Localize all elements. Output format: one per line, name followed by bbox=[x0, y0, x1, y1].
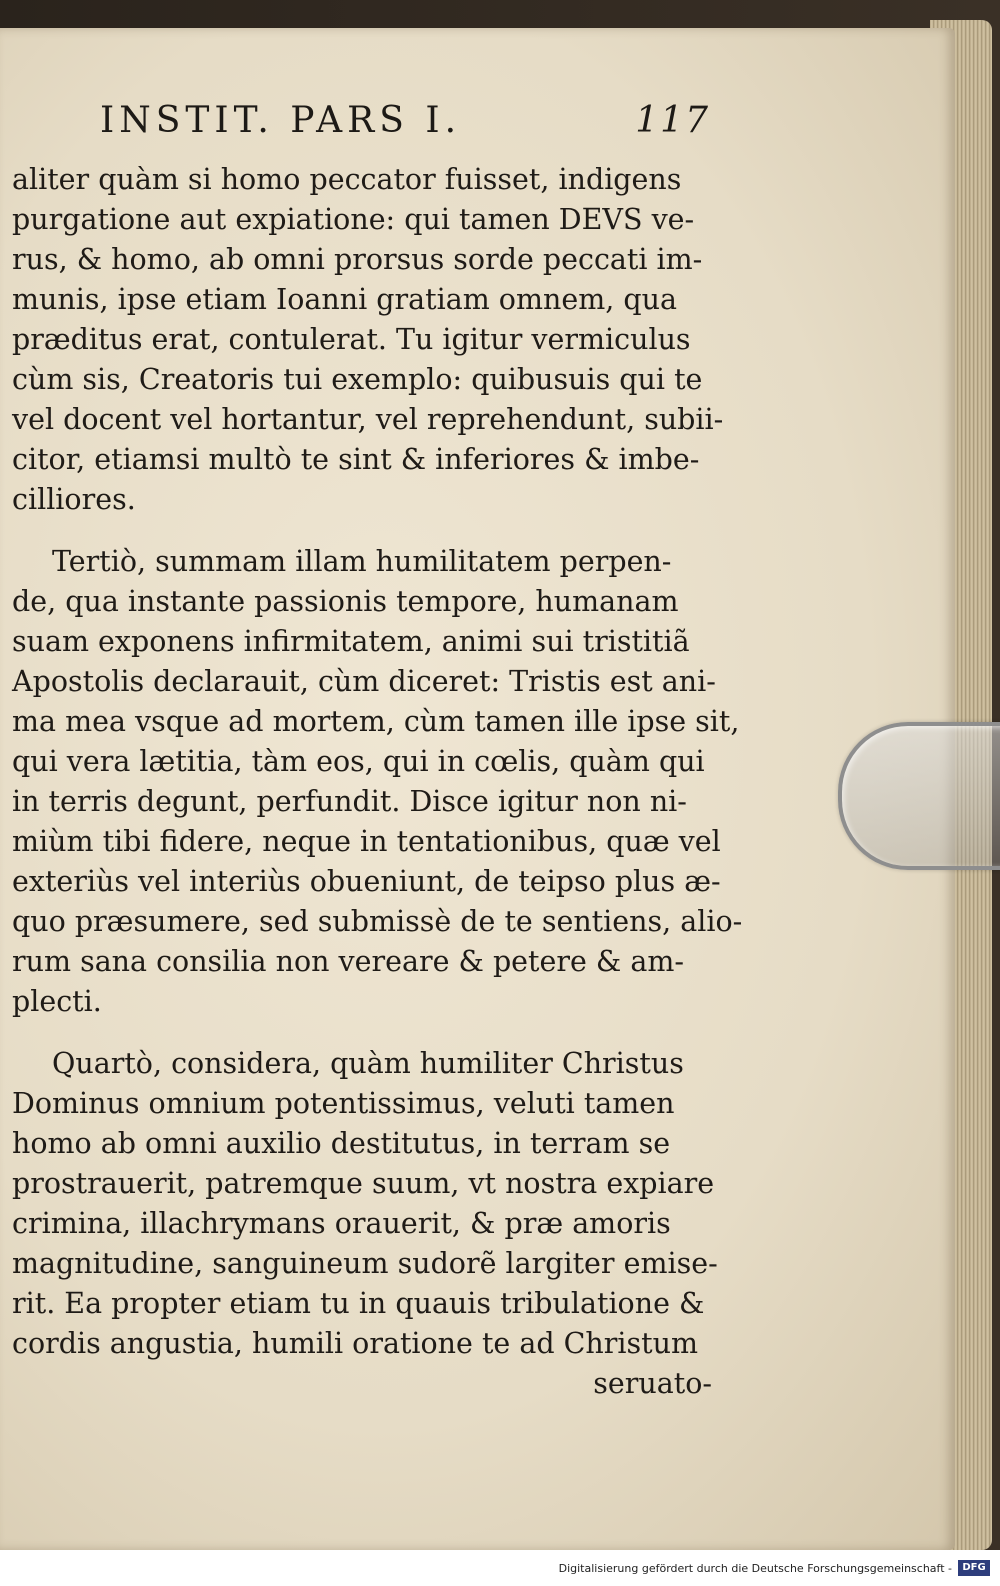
running-head-title: INSTIT. PARS I. bbox=[100, 100, 462, 141]
dfg-logo-icon: DFG bbox=[958, 1560, 990, 1576]
paragraph bbox=[12, 542, 743, 1022]
page-number: 117 bbox=[635, 100, 710, 141]
text-line: Dominus omnium potentissimus, veluti tamen bbox=[12, 1087, 675, 1120]
text-line: quo præsumere, sed submissè de te sentiens, alio- bbox=[12, 905, 743, 938]
footer-bar bbox=[0, 1550, 1000, 1586]
text-line: in terris degunt, perfundit. Disce igitur non ni- bbox=[12, 785, 687, 818]
text-line: citor, etiamsi multò te sint & inferiores & imbe- bbox=[12, 443, 700, 476]
text-line: suam exponens infirmitatem, animi sui tristitiã bbox=[12, 625, 690, 658]
text-line: miùm tibi fidere, neque in tentationibus, quæ vel bbox=[12, 825, 721, 858]
text-line: Apostolis declarauit, cùm diceret: Tristis est ani- bbox=[12, 665, 716, 698]
text-line: aliter quàm si homo peccator fuisset, indigens bbox=[12, 163, 682, 196]
paragraph bbox=[12, 1044, 718, 1404]
text-line: crimina, illachrymans orauerit, & præ amoris bbox=[12, 1207, 671, 1240]
text-line: cilliores. bbox=[12, 483, 136, 516]
text-line: qui vera lætitia, tàm eos, qui in cœlis, quàm qui bbox=[12, 745, 705, 778]
book-clip bbox=[838, 722, 1000, 870]
text-block bbox=[12, 160, 743, 1404]
paragraph-gap bbox=[12, 520, 712, 542]
text-line: de, qua instante passionis tempore, humanam bbox=[12, 585, 679, 618]
running-head bbox=[100, 100, 710, 150]
text-line: præditus erat, contulerat. Tu igitur vermiculus bbox=[12, 323, 691, 356]
text-line: exteriùs vel interiùs obueniunt, de teipso plus æ- bbox=[12, 865, 721, 898]
text-line: rum sana consilia non vereare & petere & am- bbox=[12, 945, 684, 978]
text-line: prostrauerit, patremque suum, vt nostra expiare bbox=[12, 1167, 715, 1200]
text-line: homo ab omni auxilio destitutus, in terram se bbox=[12, 1127, 671, 1160]
text-line: magnitudine, sanguineum sudorẽ largiter emise- bbox=[12, 1247, 718, 1280]
text-line: rus, & homo, ab omni prorsus sorde peccati im- bbox=[12, 243, 703, 276]
paragraph bbox=[12, 160, 724, 520]
paragraph-gap bbox=[12, 1022, 712, 1044]
text-line: cordis angustia, humili oratione te ad Christum bbox=[12, 1327, 698, 1360]
funding-credit: Digitalisierung gefördert durch die Deutsche Forschungsgemeinschaft - bbox=[558, 1562, 952, 1575]
text-line: munis, ipse etiam Ioanni gratiam omnem, qua bbox=[12, 283, 677, 316]
text-line: rit. Ea propter etiam tu in quauis tribulatione & bbox=[12, 1287, 705, 1320]
catchword: seruato- bbox=[593, 1367, 712, 1400]
text-line: Quartò, considera, quàm humiliter Christus bbox=[52, 1047, 684, 1080]
text-line: vel docent vel hortantur, vel reprehendunt, subii- bbox=[12, 403, 724, 436]
text-line: plecti. bbox=[12, 985, 102, 1018]
text-line: cùm sis, Creatoris tui exemplo: quibusuis qui te bbox=[12, 363, 703, 396]
text-line: Tertiò, summam illam humilitatem perpen- bbox=[52, 545, 672, 578]
text-line: ma mea vsque ad mortem, cùm tamen ille ipse sit, bbox=[12, 705, 740, 738]
text-line: purgatione aut expiatione: qui tamen DEVS ve- bbox=[12, 203, 695, 236]
